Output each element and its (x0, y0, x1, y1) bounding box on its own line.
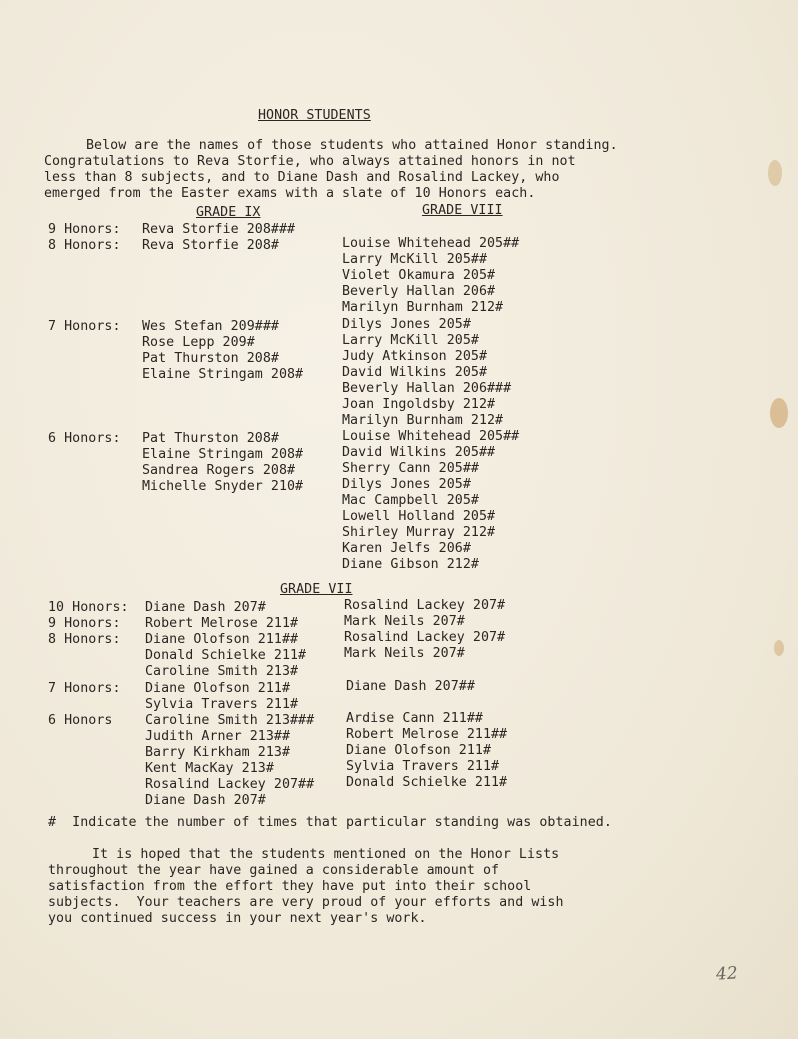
grade-vii-entry: Caroline Smith 213### (145, 713, 315, 728)
grade-vii-entry: Diane Dash 207## (346, 679, 475, 694)
grade-viii-heading: GRADE VIII (422, 203, 503, 218)
grade-viii-entry: Beverly Hallan 206### (342, 381, 512, 396)
honors-label-6: 6 Honors: (48, 431, 121, 446)
grade-viii-entry: Diane Gibson 212# (342, 557, 479, 572)
grade-vii-entry: Donald Schielke 211# (145, 648, 307, 663)
grade-vii-entry: Rosalind Lackey 207# (344, 630, 506, 645)
grade-ix-heading: GRADE IX (196, 205, 261, 220)
grade-ix-entry: Wes Stefan 209### (142, 319, 279, 334)
grade-vii-entry: Diane Dash 207# (145, 600, 266, 615)
grade-vii-entry: Mark Neils 207# (344, 614, 465, 629)
grade-vii-entry: Judith Arner 213## (145, 729, 290, 744)
paper-stain (774, 640, 784, 656)
grade-viii-entry: David Wilkins 205## (342, 445, 496, 460)
intro-line: Congratulations to Reva Storfie, who always attained honors in not (44, 154, 576, 169)
grade-viii-entry: Sherry Cann 205## (342, 461, 479, 476)
page-number: 42 (715, 963, 739, 985)
grade-viii-entry: Mac Campbell 205# (342, 493, 479, 508)
grade-ix-entry: Pat Thurston 208# (142, 351, 279, 366)
footnote: # Indicate the number of times that particular standing was obtained. (48, 815, 612, 830)
intro-line: emerged from the Easter exams with a slate of 10 Honors each. (44, 186, 536, 201)
grade-ix-entry: Reva Storfie 208### (142, 222, 296, 237)
honors-label-7: 7 Honors: (48, 319, 121, 334)
grade-viii-entry: Dilys Jones 205# (342, 317, 471, 332)
grade-viii-entry: David Wilkins 205# (342, 365, 487, 380)
closing-line: throughout the year have gained a considerable amount of (48, 863, 500, 878)
grade-viii-entry: Larry McKill 205# (342, 333, 479, 348)
grade-vii-entry: Caroline Smith 213# (145, 664, 299, 679)
grade-vii-entry: Sylvia Travers 211# (346, 759, 500, 774)
grade-vii-entry: Donald Schielke 211# (346, 775, 508, 790)
grade-viii-entry: Shirley Murray 212# (342, 525, 496, 540)
grade-ix-entry: Sandrea Rogers 208# (142, 463, 296, 478)
grade-viii-entry: Beverly Hallan 206# (342, 284, 496, 299)
grade-ix-entry: Elaine Stringam 208# (142, 447, 304, 462)
intro-line: Below are the names of those students who attained Honor standing. (86, 138, 618, 153)
grade-viii-entry: Marilyn Burnham 212# (342, 413, 504, 428)
grade-vii-entry: Robert Melrose 211# (145, 616, 299, 631)
grade-vii-entry: Ardise Cann 211## (346, 711, 483, 726)
grade-viii-entry: Larry McKill 205## (342, 252, 487, 267)
honors-label-6: 6 Honors (48, 713, 113, 728)
grade-viii-entry: Dilys Jones 205# (342, 477, 471, 492)
grade-viii-entry: Joan Ingoldsby 212# (342, 397, 496, 412)
grade-viii-entry: Karen Jelfs 206# (342, 541, 471, 556)
grade-ix-entry: Reva Storfie 208# (142, 238, 279, 253)
honors-label-8: 8 Honors: (48, 632, 121, 647)
closing-line: you continued success in your next year's work. (48, 911, 427, 926)
grade-ix-entry: Elaine Stringam 208# (142, 367, 304, 382)
grade-vii-heading: GRADE VII (280, 582, 353, 597)
grade-vii-entry: Barry Kirkham 213# (145, 745, 290, 760)
grade-viii-entry: Violet Okamura 205# (342, 268, 496, 283)
grade-vii-entry: Mark Neils 207# (344, 646, 465, 661)
grade-vii-entry: Diane Olofson 211# (346, 743, 491, 758)
honors-label-8: 8 Honors: (48, 238, 121, 253)
grade-ix-entry: Michelle Snyder 210# (142, 479, 304, 494)
grade-viii-entry: Louise Whitehead 205## (342, 236, 520, 251)
honors-label-9: 9 Honors: (48, 616, 121, 631)
intro-line: less than 8 subjects, and to Diane Dash and Rosalind Lackey, who (44, 170, 560, 185)
honors-label-10: 10 Honors: (48, 600, 129, 615)
paper-stain (770, 398, 788, 428)
honors-label-9: 9 Honors: (48, 222, 121, 237)
closing-line: subjects. Your teachers are very proud of your efforts and wish (48, 895, 564, 910)
honors-label-7: 7 Honors: (48, 681, 121, 696)
grade-vii-entry: Diane Olofson 211# (145, 681, 290, 696)
grade-vii-entry: Kent MacKay 213# (145, 761, 274, 776)
page-title: HONOR STUDENTS (258, 108, 371, 123)
grade-ix-entry: Pat Thurston 208# (142, 431, 279, 446)
grade-vii-entry: Rosalind Lackey 207## (145, 777, 315, 792)
grade-vii-entry: Diane Olofson 211## (145, 632, 299, 647)
closing-line: It is hoped that the students mentioned on the Honor Lists (92, 847, 560, 862)
closing-line: satisfaction from the effort they have put into their school (48, 879, 532, 894)
paper-stain (768, 160, 782, 186)
grade-vii-entry: Diane Dash 207# (145, 793, 266, 808)
grade-vii-entry: Sylvia Travers 211# (145, 697, 299, 712)
grade-viii-entry: Lowell Holland 205# (342, 509, 496, 524)
grade-viii-entry: Judy Atkinson 205# (342, 349, 487, 364)
grade-ix-entry: Rose Lepp 209# (142, 335, 255, 350)
grade-vii-entry: Robert Melrose 211## (346, 727, 508, 742)
grade-viii-entry: Marilyn Burnham 212# (342, 300, 504, 315)
grade-viii-entry: Louise Whitehead 205## (342, 429, 520, 444)
grade-vii-entry: Rosalind Lackey 207# (344, 598, 506, 613)
